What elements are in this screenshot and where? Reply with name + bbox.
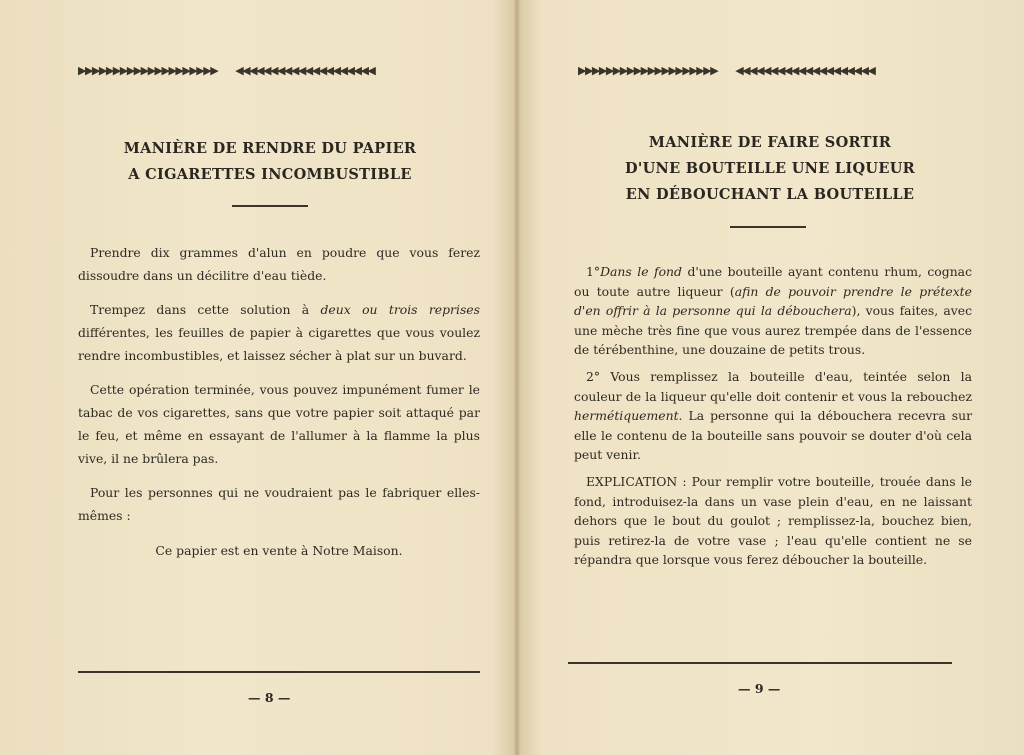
title-line: EN DÉBOUCHANT LA BOUTEILLE [625, 186, 915, 203]
paragraph: EXPLICATION : Pour remplir votre bouteille, trouée dans le fond, introduisez-la dans un vase plein d'eau, en ne laissant dehors que le bout du goulot ; remplissez-la, bouchez bien, puis retirez-la de votre vase ; l'eau qu'elle contient ne se répandra que lorsque vous ferez déboucher la bouteille. [574, 473, 972, 568]
ornament-right: ◀◀◀◀◀◀◀◀◀◀◀◀◀◀◀◀◀◀◀◀ [735, 64, 875, 77]
text-span: 2° Vous remplissez la bouteille d'eau, teintée selon la couleur de la liqueur qu'elle doit contenir et vous la rebouchez [574, 368, 972, 404]
title-line: A CIGARETTES INCOMBUSTIBLE [128, 166, 412, 183]
text-span: . La personne qui la déboucherа recevra sur elle le contenu de la bouteille sans pouvoir se douter d'où cela peut venir. [574, 408, 972, 463]
title-divider [232, 205, 308, 207]
footer-divider [568, 662, 952, 664]
text-span: d'une bouteille ayant contenu rhum, cognac ou toute autre liqueur ( [574, 264, 973, 299]
emphasis-text: hermétiquement [574, 408, 679, 424]
page-number: — 8 — [248, 690, 291, 705]
text-span: différentes, les feuilles de papier à cigarettes que vous voulez rendre incombustibles, et laissez sécher à plat sur un buvard. [78, 325, 480, 363]
title-divider [730, 226, 806, 228]
ornament-left: ▶▶▶▶▶▶▶▶▶▶▶▶▶▶▶▶▶▶▶▶ [78, 64, 218, 77]
text-span: 1° [586, 264, 601, 279]
paragraph: Prendre dix grammes d'alun en poudre que vous ferez dissoudre dans un décilitre d'eau tiède. [78, 245, 480, 283]
footer-divider [78, 671, 480, 673]
text-span: Trempez dans cette solution à [90, 302, 321, 317]
ornament-right: ◀◀◀◀◀◀◀◀◀◀◀◀◀◀◀◀◀◀◀◀ [235, 64, 375, 77]
book-gutter [513, 0, 521, 755]
paragraph: Cette opération terminée, vous pouvez impunément fumer le tabac de vos cigarettes, sans que votre papier soit attaqué par le feu, et même en essayant de l'allumer à la flamme la plus vive, il ne brûlera pas. [78, 382, 480, 466]
ornament-row [78, 64, 374, 77]
page-title [60, 136, 480, 188]
text-span: ), vous faites, avec une mèche très fine que vous aurez trempée dans de l'essence de térébenthine, une douzaine de petits trous. [574, 303, 973, 358]
ornament-left: ▶▶▶▶▶▶▶▶▶▶▶▶▶▶▶▶▶▶▶▶ [578, 64, 718, 77]
page-body [574, 262, 972, 577]
title-line: MANIÈRE DE FAIRE SORTIR [648, 134, 892, 151]
ornament-row [578, 64, 874, 77]
paragraph [78, 298, 480, 367]
emphasis-text: afin de pouvoir prendre le prétexte d'en offrir à la personne qui la déboucherа [574, 283, 972, 319]
page-body [78, 241, 480, 573]
paragraph: Pour les personnes qui ne voudraient pas le fabriquer elles-mêmes : [78, 485, 480, 523]
paragraph [574, 262, 972, 360]
title-line: D'UNE BOUTEILLE UNE LIQUEUR [624, 160, 916, 177]
page-right [568, 0, 972, 755]
title-line: MANIÈRE DE RENDRE DU PAPIER [123, 140, 417, 157]
page-left [60, 0, 480, 755]
page-title [568, 130, 972, 208]
page-number: — 9 — [738, 681, 781, 696]
emphasis-text: deux ou trois reprises [320, 302, 480, 317]
emphasis-text: Dans le fond [600, 264, 682, 279]
paragraph-centered: Ce papier est en vente à Notre Maison. [155, 543, 403, 558]
paragraph [574, 367, 972, 465]
